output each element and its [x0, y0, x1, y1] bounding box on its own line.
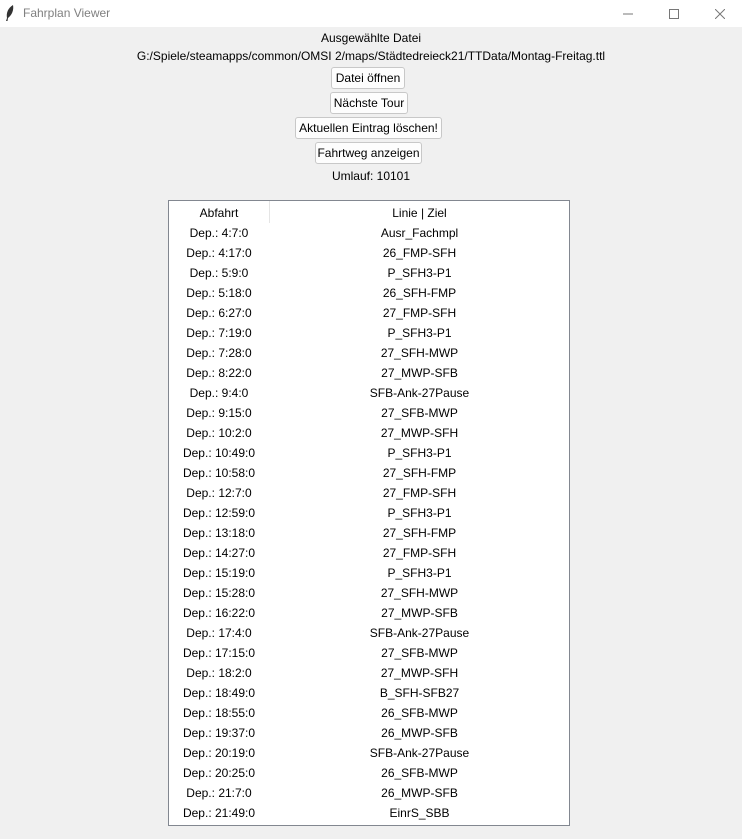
line-destination-cell: 26_FMP-SFH — [382, 246, 457, 260]
table-row[interactable] — [169, 403, 569, 423]
departure-cell: Dep.: 10:49:0 — [182, 446, 256, 460]
departure-cell: Dep.: 20:25:0 — [182, 766, 256, 780]
table-row[interactable] — [169, 483, 569, 503]
table-row[interactable] — [169, 563, 569, 583]
table-row[interactable] — [169, 343, 569, 363]
delete-entry-button[interactable]: Aktuellen Eintrag löschen! — [295, 117, 442, 139]
line-destination-cell: SFB-Ank-27Pause — [369, 386, 470, 400]
departure-cell: Dep.: 5:9:0 — [189, 266, 249, 280]
line-destination-cell: SFB-Ank-27Pause — [369, 746, 470, 760]
departure-cell: Dep.: 4:7:0 — [189, 226, 249, 240]
table-row[interactable] — [169, 643, 569, 663]
close-button[interactable] — [697, 0, 742, 27]
table-row[interactable] — [169, 663, 569, 683]
line-destination-cell: 26_MWP-SFB — [381, 726, 458, 740]
departure-cell: Dep.: 20:19:0 — [182, 746, 256, 760]
line-destination-cell: P_SFH3-P1 — [387, 266, 452, 280]
line-destination-cell: 27_FMP-SFH — [382, 306, 457, 320]
departure-cell: Dep.: 17:4:0 — [186, 626, 252, 640]
table-row[interactable] — [169, 783, 569, 803]
line-destination-cell: P_SFH3-P1 — [387, 446, 452, 460]
table-row[interactable] — [169, 363, 569, 383]
departure-cell: Dep.: 16:22:0 — [182, 606, 256, 620]
line-destination-cell: 27_SFH-FMP — [382, 526, 457, 540]
line-destination-cell: 26_SFB-MWP — [381, 706, 458, 720]
departure-cell: Dep.: 4:17:0 — [186, 246, 252, 260]
maximize-icon — [669, 9, 679, 19]
departure-cell: Dep.: 10:2:0 — [186, 426, 252, 440]
line-destination-cell: 26_SFB-MWP — [381, 766, 458, 780]
departure-cell: Dep.: 10:58:0 — [182, 466, 256, 480]
departure-cell: Dep.: 12:7:0 — [186, 486, 252, 500]
table-row[interactable] — [169, 603, 569, 623]
line-destination-cell: 27_FMP-SFH — [382, 546, 457, 560]
table-row[interactable] — [169, 263, 569, 283]
table-row[interactable] — [169, 623, 569, 643]
table-row[interactable] — [169, 803, 569, 823]
line-destination-cell: 26_SFH-FMP — [382, 286, 457, 300]
minimize-icon — [623, 9, 633, 19]
table-row[interactable] — [169, 683, 569, 703]
next-tour-button[interactable]: Nächste Tour — [330, 92, 408, 114]
table-row[interactable] — [169, 303, 569, 323]
line-destination-cell: B_SFH-SFB27 — [379, 686, 460, 700]
departure-cell: Dep.: 15:28:0 — [182, 586, 256, 600]
line-destination-cell: Ausr_Fachmpl — [380, 226, 459, 240]
feather-icon — [5, 5, 15, 21]
departure-cell: Dep.: 12:59:0 — [182, 506, 256, 520]
table-row[interactable] — [169, 543, 569, 563]
departure-cell: Dep.: 15:19:0 — [182, 566, 256, 580]
umlauf-label: Umlauf: 10101 — [331, 169, 411, 183]
line-destination-cell: 27_SFH-MWP — [380, 346, 459, 360]
table-row[interactable] — [169, 223, 569, 243]
departure-cell: Dep.: 8:22:0 — [186, 366, 252, 380]
table-row[interactable] — [169, 323, 569, 343]
table-row[interactable] — [169, 463, 569, 483]
departure-cell: Dep.: 7:28:0 — [186, 346, 252, 360]
line-destination-cell: 27_MWP-SFH — [380, 426, 459, 440]
departure-cell: Dep.: 18:2:0 — [186, 666, 252, 680]
line-destination-cell: 27_SFB-MWP — [381, 406, 458, 420]
line-destination-cell: 27_SFH-FMP — [382, 466, 457, 480]
schedule-table[interactable] — [168, 200, 570, 826]
table-body — [169, 223, 569, 823]
line-destination-cell: SFB-Ank-27Pause — [369, 626, 470, 640]
line-destination-cell: 27_SFH-MWP — [380, 586, 459, 600]
minimize-button[interactable] — [605, 0, 651, 27]
departure-cell: Dep.: 17:15:0 — [182, 646, 256, 660]
table-row[interactable] — [169, 723, 569, 743]
line-destination-cell: P_SFH3-P1 — [387, 326, 452, 340]
table-row[interactable] — [169, 423, 569, 443]
departure-cell: Dep.: 9:4:0 — [189, 386, 249, 400]
departure-cell: Dep.: 21:49:0 — [182, 806, 256, 820]
line-destination-cell: 27_MWP-SFB — [381, 366, 458, 380]
line-destination-cell: 27_SFB-MWP — [381, 646, 458, 660]
departure-cell: Dep.: 7:19:0 — [186, 326, 252, 340]
table-row[interactable] — [169, 523, 569, 543]
departure-cell: Dep.: 19:37:0 — [182, 726, 256, 740]
column-header-abfahrt[interactable]: Abfahrt — [169, 201, 270, 223]
departure-cell: Dep.: 18:49:0 — [182, 686, 256, 700]
table-row[interactable] — [169, 503, 569, 523]
maximize-button[interactable] — [651, 0, 697, 27]
departure-cell: Dep.: 6:27:0 — [186, 306, 252, 320]
table-row[interactable] — [169, 383, 569, 403]
table-row[interactable] — [169, 583, 569, 603]
close-icon — [715, 9, 725, 19]
line-destination-cell: 27_MWP-SFB — [381, 606, 458, 620]
line-destination-cell: EinrS_SBB — [389, 806, 450, 820]
departure-cell: Dep.: 21:7:0 — [186, 786, 252, 800]
table-row[interactable] — [169, 763, 569, 783]
departure-cell: Dep.: 14:27:0 — [182, 546, 256, 560]
departure-cell: Dep.: 9:15:0 — [186, 406, 252, 420]
table-row[interactable] — [169, 703, 569, 723]
line-destination-cell: 26_MWP-SFB — [381, 786, 458, 800]
table-row[interactable] — [169, 743, 569, 763]
line-destination-cell: P_SFH3-P1 — [387, 566, 452, 580]
departure-cell: Dep.: 13:18:0 — [182, 526, 256, 540]
column-header-linie-ziel[interactable]: Linie | Ziel — [392, 206, 447, 220]
line-destination-cell: P_SFH3-P1 — [387, 506, 452, 520]
table-row[interactable] — [169, 283, 569, 303]
table-row[interactable] — [169, 443, 569, 463]
table-row[interactable] — [169, 243, 569, 263]
departure-cell: Dep.: 5:18:0 — [186, 286, 252, 300]
open-file-button[interactable]: Datei öffnen — [331, 67, 405, 89]
line-destination-cell: 27_MWP-SFH — [380, 666, 459, 680]
window-title: Fahrplan Viewer — [23, 6, 111, 20]
table-header — [169, 201, 569, 223]
show-route-button[interactable]: Fahrtweg anzeigen — [315, 142, 422, 164]
title-bar — [0, 0, 742, 27]
departure-cell: Dep.: 18:55:0 — [182, 706, 256, 720]
file-path: G:/Spiele/steamapps/common/OMSI 2/maps/Städtedreieck21/TTData/Montag-Freitag.ttl — [136, 49, 606, 63]
line-destination-cell: 27_FMP-SFH — [382, 486, 457, 500]
selected-file-label: Ausgewählte Datei — [320, 31, 422, 45]
